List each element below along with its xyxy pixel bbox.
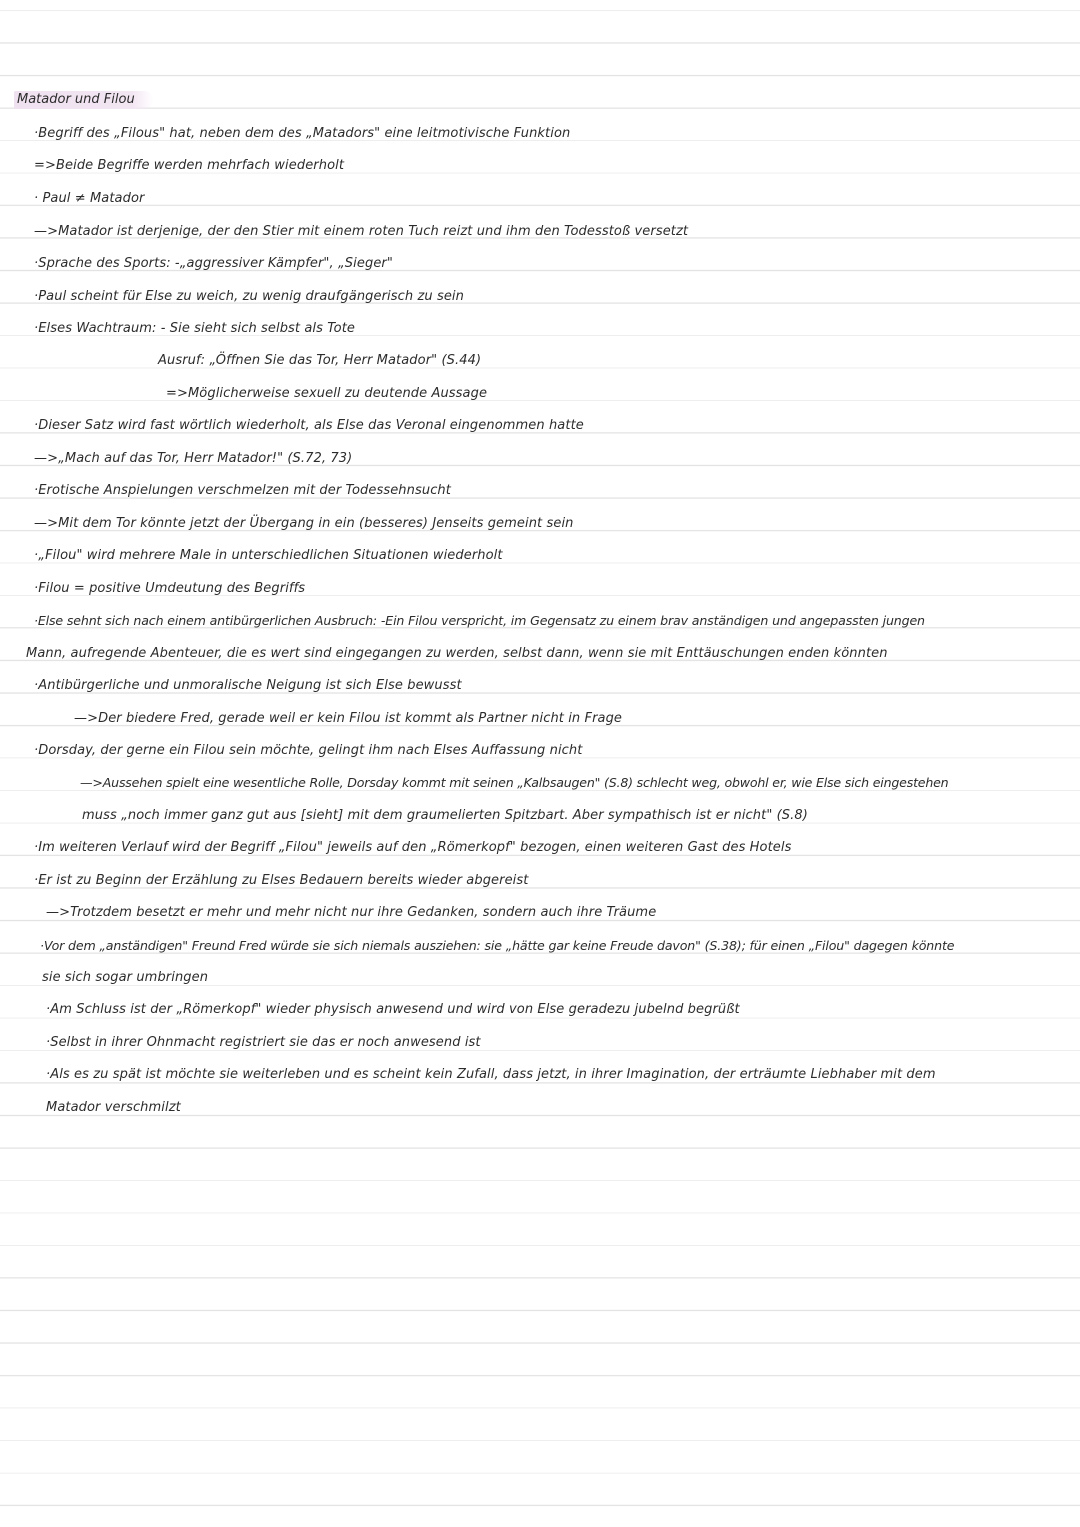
note-line: ·Am Schluss ist der „Römerkopf" wieder physisch anwesend und wird von Else geradezu jubelnd begrüßt [46, 1002, 740, 1017]
note-line: ·Selbst in ihrer Ohnmacht registriert sie das er noch anwesend ist [46, 1035, 481, 1050]
note-line: ·Paul scheint für Else zu weich, zu wenig draufgängerisch zu sein [34, 289, 464, 304]
page-title: Matador und Filou [14, 91, 153, 109]
note-line: ·Erotische Anspielungen verschmelzen mit der Todessehnsucht [34, 483, 451, 498]
note-line: ·„Filou" wird mehrere Male in unterschiedlichen Situationen wiederholt [34, 548, 503, 563]
note-line: —>Mit dem Tor könnte jetzt der Übergang in ein (besseres) Jenseits gemeint sein [34, 516, 574, 531]
note-line: =>Beide Begriffe werden mehrfach wiederholt [34, 158, 345, 173]
note-line: Mann, aufregende Abenteuer, die es wert sind eingegangen zu werden, selbst dann, wenn sie mit Enttäuschungen enden könnten [26, 646, 888, 661]
note-line: —>Aussehen spielt eine wesentliche Rolle, Dorsday kommt mit seinen „Kalbsaugen" (S.8) schlecht weg, obwohl er, wie Else sich eingestehen [80, 775, 949, 790]
note-line: ·Im weiteren Verlauf wird der Begriff „Filou" jeweils auf den „Römerkopf" bezogen, einen weiteren Gast des Hotels [34, 840, 792, 855]
note-line: ·Sprache des Sports: -„aggressiver Kämpfer", „Sieger" [34, 256, 393, 271]
note-line: ·Dieser Satz wird fast wörtlich wiederholt, als Else das Veronal eingenommen hatte [34, 418, 584, 433]
note-line: ·Dorsday, der gerne ein Filou sein möchte, gelingt ihm nach Elses Auffassung nicht [34, 743, 583, 758]
note-line: ·Elses Wachtraum: - Sie sieht sich selbst als Tote [34, 321, 356, 336]
note-line: ·Er ist zu Beginn der Erzählung zu Elses Bedauern bereits wieder abgereist [34, 873, 529, 888]
note-line: ·Begriff des „Filous" hat, neben dem des „Matadors" eine leitmotivische Funktion [34, 126, 571, 141]
note-line: ·Als es zu spät ist möchte sie weiterleben und es scheint kein Zufall, dass jetzt, in ihrer Imagination, der erträumte Liebhaber mit dem [46, 1067, 936, 1082]
note-line: —>Der biedere Fred, gerade weil er kein Filou ist kommt als Partner nicht in Frage [74, 711, 623, 726]
note-line: ·Vor dem „anständigen" Freund Fred würde sie sich niemals ausziehen: sie „hätte gar keine Freude davon" (S.38); für einen „Filou" dagegen könnte [40, 938, 955, 953]
note-line: Matador verschmilzt [46, 1100, 181, 1115]
note-line: —>Trotzdem besetzt er mehr und mehr nicht nur ihre Gedanken, sondern auch ihre Träume [46, 905, 657, 920]
note-line: · Paul ≠ Matador [34, 191, 145, 206]
note-line: —>Matador ist derjenige, der den Stier mit einem roten Tuch reizt und ihm den Todesstoß versetzt [34, 224, 689, 239]
note-line: sie sich sogar umbringen [42, 970, 209, 985]
note-line: —>„Mach auf das Tor, Herr Matador!" (S.72, 73) [34, 451, 353, 466]
note-line: =>Möglicherweise sexuell zu deutende Aussage [166, 386, 488, 401]
note-line: ·Else sehnt sich nach einem antibürgerlichen Ausbruch: -Ein Filou verspricht, im Gegensatz zu einem brav anständigen und angepassten jungen [34, 613, 925, 628]
note-line: ·Filou = positive Umdeutung des Begriffs [34, 581, 306, 596]
note-line: ·Antibürgerliche und unmoralische Neigung ist sich Else bewusst [34, 678, 462, 693]
note-line: muss „noch immer ganz gut aus [sieht] mit dem graumelierten Spitzbart. Aber sympathisch ist er nicht" (S.8) [82, 808, 808, 823]
note-line: Ausruf: „Öffnen Sie das Tor, Herr Matador" (S.44) [158, 353, 482, 368]
